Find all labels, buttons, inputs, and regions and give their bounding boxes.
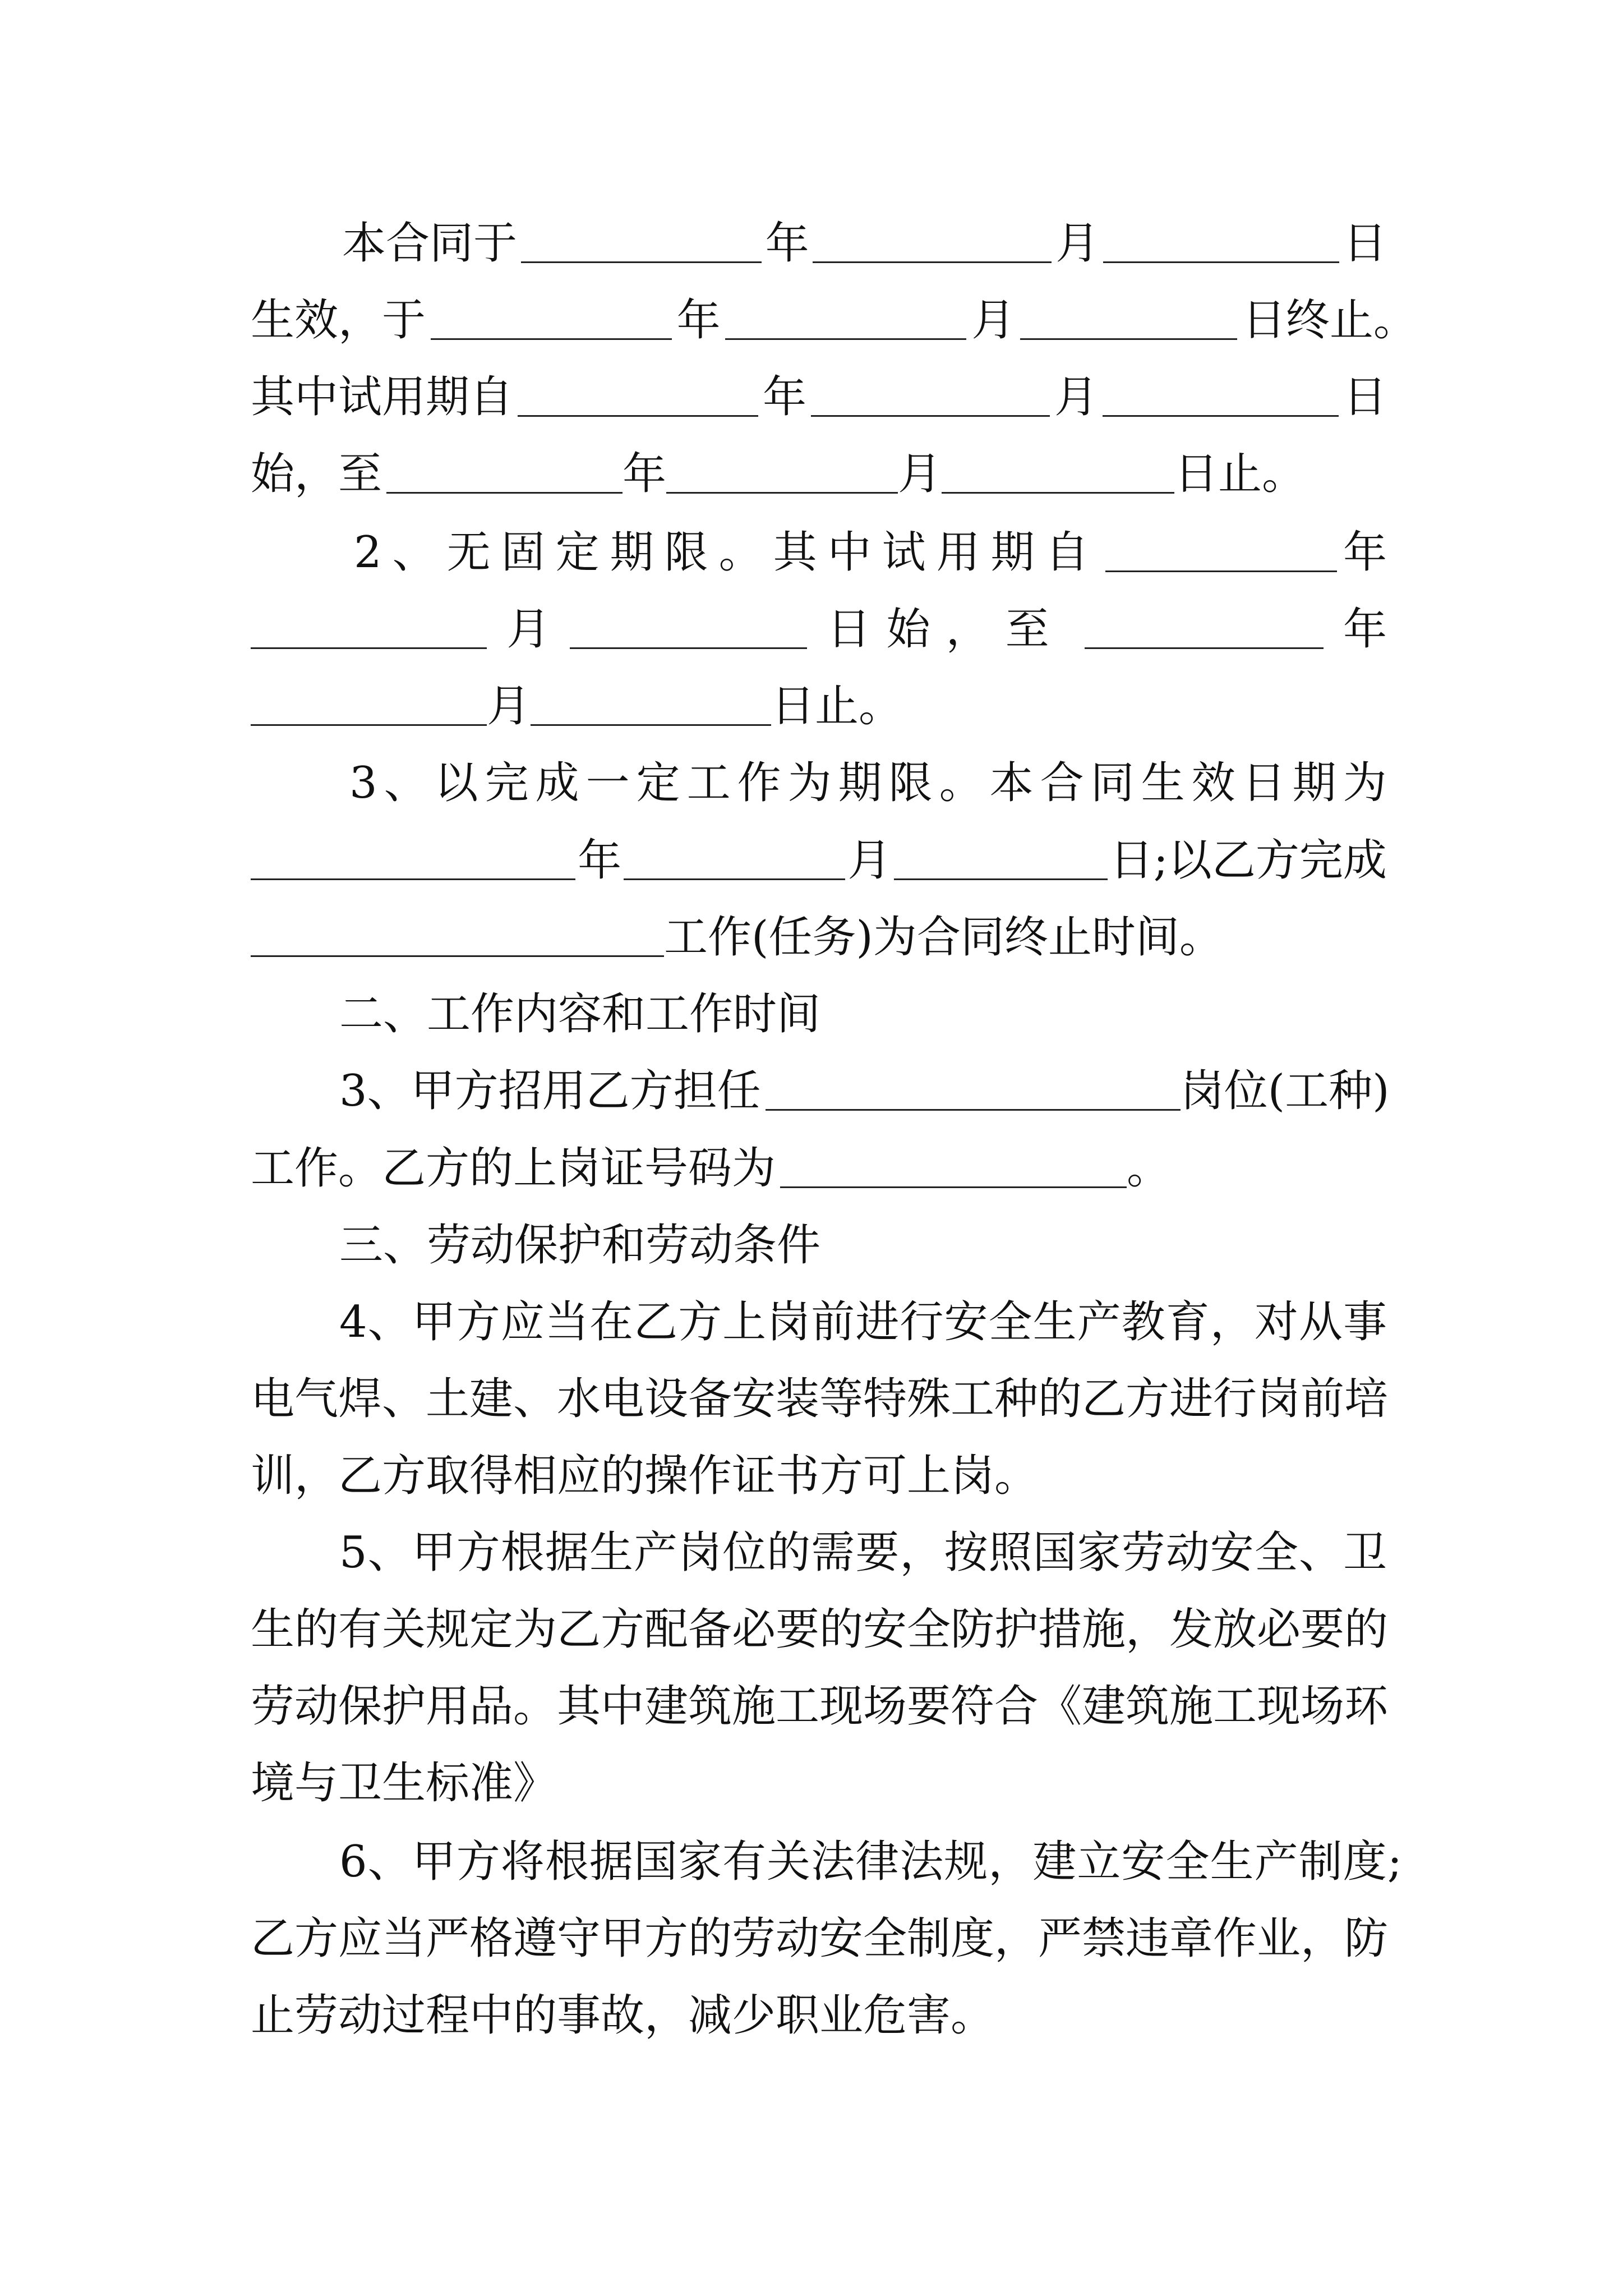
line-7: [251, 668, 1387, 745]
blank-field[interactable]: [1085, 591, 1324, 649]
blank-field[interactable]: [813, 205, 1052, 263]
blank-field[interactable]: [1103, 359, 1339, 417]
text: 2、无固定期限。其中试用期自: [354, 527, 1100, 578]
line-10: [251, 899, 1387, 976]
line-6: [251, 591, 1387, 668]
blank-field[interactable]: [386, 436, 623, 494]
line-23: 乙方应当严格遵守甲方的劳动安全制度，严禁违章作业，防: [251, 1913, 1389, 1964]
blank-field[interactable]: [1103, 205, 1339, 263]
line-19: 生的有关规定为乙方配备必要的安全防护措施，发放必要的: [251, 1604, 1389, 1655]
heading-text: 三、劳动保护和劳动条件: [339, 1220, 821, 1271]
line-2: [251, 282, 1417, 359]
blank-field[interactable]: [1105, 514, 1337, 572]
text: 年: [765, 218, 809, 269]
line-9: [251, 822, 1387, 899]
text: 年: [623, 449, 667, 499]
text: 3、甲方招用乙方担任: [339, 1066, 761, 1116]
line-8: 3、以完成一定工作为期限。本合同生效日期为: [349, 758, 1394, 808]
blank-field[interactable]: [251, 899, 664, 957]
blank-field[interactable]: [251, 668, 487, 726]
blank-field[interactable]: [666, 436, 898, 494]
text: 月: [1054, 372, 1098, 422]
section-heading-3: [339, 1207, 1476, 1284]
line-4: [251, 436, 1387, 513]
line-5: [354, 514, 1387, 591]
blank-field[interactable]: [518, 359, 758, 417]
section-heading-2: [339, 976, 1476, 1053]
text: 日止。: [771, 681, 903, 731]
blank-field[interactable]: [570, 591, 807, 649]
blank-field[interactable]: [251, 822, 575, 880]
line-16: 电气焊、土建、水电设备安装等特殊工种的乙方进行岗前培: [251, 1374, 1389, 1424]
text: 日终止。: [1242, 295, 1417, 346]
line-21: 境与卫生标准》: [251, 1758, 557, 1809]
blank-field[interactable]: [942, 436, 1174, 494]
line-17: 训，乙方取得相应的操作证书方可上岗。: [251, 1451, 1039, 1501]
text: 月: [1055, 218, 1100, 269]
blank-field[interactable]: [766, 1053, 1181, 1111]
text: 。: [1127, 1143, 1171, 1194]
line-1: [342, 205, 1387, 282]
text: 年: [676, 295, 721, 346]
text: 年: [762, 372, 806, 422]
text: 年: [578, 835, 622, 886]
line-3: [251, 359, 1387, 436]
blank-field[interactable]: [811, 359, 1050, 417]
blank-field[interactable]: [1020, 282, 1237, 340]
blank-field[interactable]: [431, 282, 672, 340]
text: 本合同于: [342, 218, 518, 269]
text: 月: [898, 449, 942, 499]
blank-field[interactable]: [725, 282, 966, 340]
text: 月: [847, 835, 892, 886]
blank-field[interactable]: [780, 1130, 1127, 1188]
text: 岗位(工种): [1180, 1066, 1390, 1116]
text: 日: [1343, 218, 1387, 269]
blank-field[interactable]: [624, 822, 845, 880]
blank-field[interactable]: [531, 668, 771, 726]
blank-field[interactable]: [251, 591, 487, 649]
text: 始，至: [251, 449, 382, 499]
text: 月: [506, 604, 551, 655]
text: 月: [971, 295, 1016, 346]
blank-field[interactable]: [521, 205, 762, 263]
text: 月: [487, 681, 531, 731]
line-15: 4、甲方应当在乙方上岗前进行安全生产教育，对从事: [339, 1297, 1387, 1347]
line-18: 5、甲方根据生产岗位的需要，按照国家劳动安全、卫: [339, 1527, 1387, 1578]
text: 其中试用期自: [251, 372, 514, 422]
blank-field[interactable]: [894, 822, 1108, 880]
text: 日始，至: [827, 604, 1065, 655]
line-20: 劳动保护用品。其中建筑施工现场要符合《建筑施工现场环: [251, 1681, 1389, 1732]
text: 年: [1343, 527, 1387, 578]
heading-text: 二、工作内容和工作时间: [339, 989, 821, 1039]
line-13: [251, 1130, 1387, 1207]
text: 日止。: [1174, 449, 1306, 499]
line-24: 止劳动过程中的事故，减少职业危害。: [251, 1990, 995, 2041]
text: 工作(任务)为合同终止时间。: [664, 912, 1223, 963]
text: 年: [1343, 604, 1387, 655]
text: 日: [1343, 372, 1387, 422]
text: 生效，于: [251, 295, 426, 346]
text: 工作。乙方的上岗证号码为: [251, 1143, 776, 1194]
text: 日;以乙方完成: [1109, 835, 1387, 886]
line-22: 6、甲方将根据国家有关法律法规，建立安全生产制度;: [339, 1837, 1402, 1887]
line-12: [339, 1053, 1402, 1130]
